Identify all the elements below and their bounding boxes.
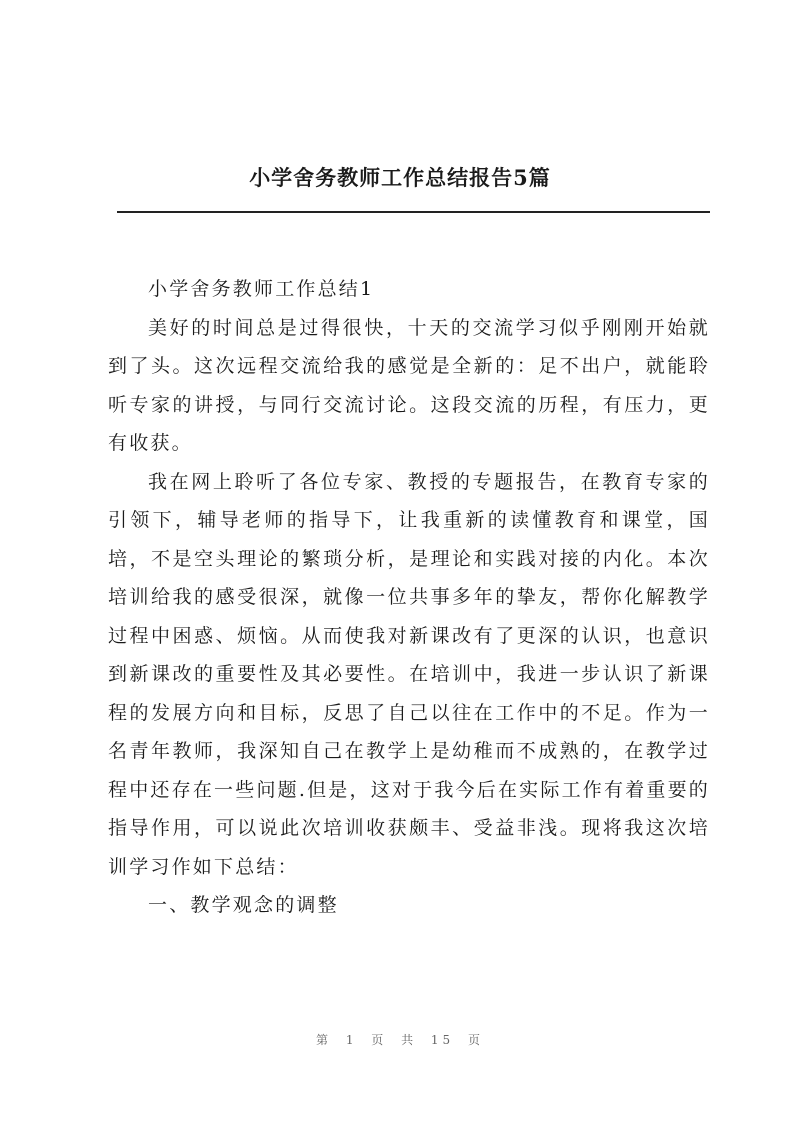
body-paragraph: 我在网上聆听了各位专家、教授的专题报告，在教育专家的引领下，辅导老师的指导下，让我重新的读懂教育和课堂，国培，不是空头理论的繁琐分析，是理论和实践对接的内化。本次培训给我的感受很深，就像一位共事多年的挚友，帮你化解教学过程中困惑、烦恼。从而使我对新课改有了更深的认识，也意识到新课改的重要性及其必要性。在培训中，我进一步认识了新课程的发展方向和目标，反思了自己以往在工作中的不足。作为一名青年教师，我深知自己在教学上是幼稚而不成熟的，在教学过程中还存在一些问题.但是，这对于我今后在实际工作有着重要的指导作用，可以说此次培训收获颇丰、受益非浅。现将我这次培训学习作如下总结：	[108, 470, 710, 878]
body-paragraph: 美好的时间总是过得很快，十天的交流学习似乎刚刚开始就到了头。这次远程交流给我的感觉是全新的：足不出户，就能聆听专家的讲授，与同行交流讨论。这段交流的历程，有压力，更有收获。	[108, 316, 710, 454]
page-number-footer: 第 1 页 共 15 页	[316, 1033, 484, 1047]
subsection-heading: 一、教学观念的调整	[148, 894, 339, 916]
document-title: 小学舍务教师工作总结报告5篇	[249, 165, 551, 190]
title-divider	[117, 211, 710, 213]
document-body	[108, 270, 710, 925]
section-heading: 小学舍务教师工作总结1	[148, 278, 375, 300]
